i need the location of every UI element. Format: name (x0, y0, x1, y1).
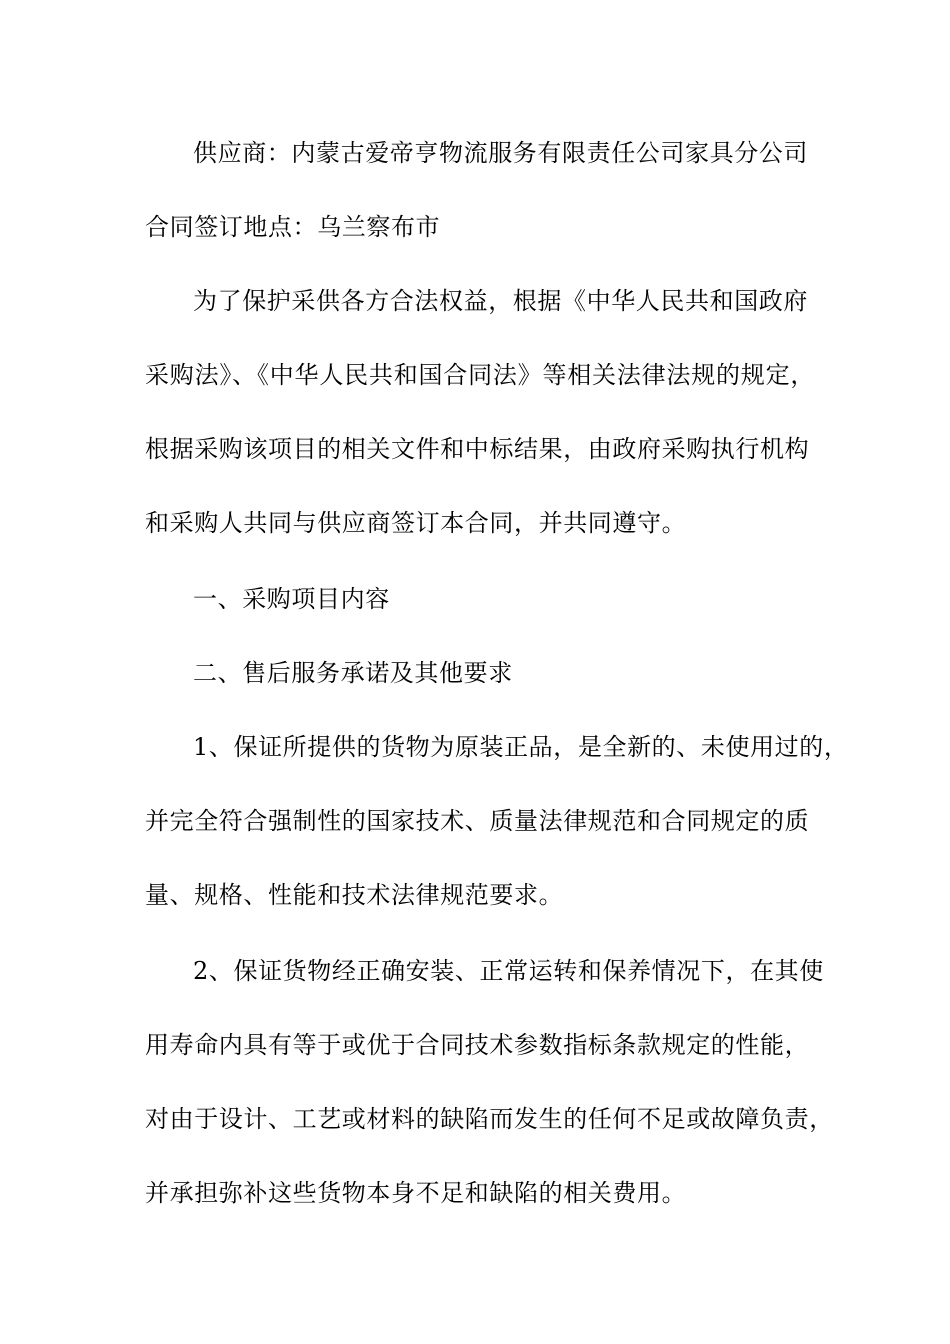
preamble-line-1: 为了保护采供各方合法权益，根据《中华人民共和国政府 (193, 287, 808, 315)
clause-2-line-1: 2、保证货物经正确安装、正常运转和保养情况下，在其使 (193, 957, 824, 985)
signing-location-line: 合同签订地点：乌兰察布市 (145, 213, 441, 241)
section-heading-2: 二、售后服务承诺及其他要求 (193, 659, 513, 687)
clause-1-line-2: 并完全符合强制性的国家技术、质量法律规范和合同规定的质 (145, 807, 810, 835)
preamble-line-4: 和采购人共同与供应商签订本合同，并共同遵守。 (145, 509, 687, 537)
supplier-line: 供应商：内蒙古爱帝亨物流服务有限责任公司家具分公司 (193, 139, 808, 167)
preamble-line-2: 采购法》、《中华人民共和国合同法》等相关法律法规的规定， (145, 361, 815, 389)
clause-2-line-3: 对由于设计、工艺或材料的缺陷而发生的任何不足或故障负责， (145, 1105, 834, 1133)
clause-2-line-2: 用寿命内具有等于或优于合同技术参数指标条款规定的性能， (145, 1031, 810, 1059)
section-heading-1: 一、采购项目内容 (193, 585, 390, 613)
clause-1-line-1: 1、保证所提供的货物为原装正品，是全新的、未使用过的， (193, 733, 849, 761)
clause-1-line-3: 量、规格、性能和技术法律规范要求。 (145, 881, 564, 909)
preamble-line-3: 根据采购该项目的相关文件和中标结果，由政府采购执行机构 (145, 435, 810, 463)
clause-2-line-4: 并承担弥补这些货物本身不足和缺陷的相关费用。 (145, 1179, 687, 1207)
